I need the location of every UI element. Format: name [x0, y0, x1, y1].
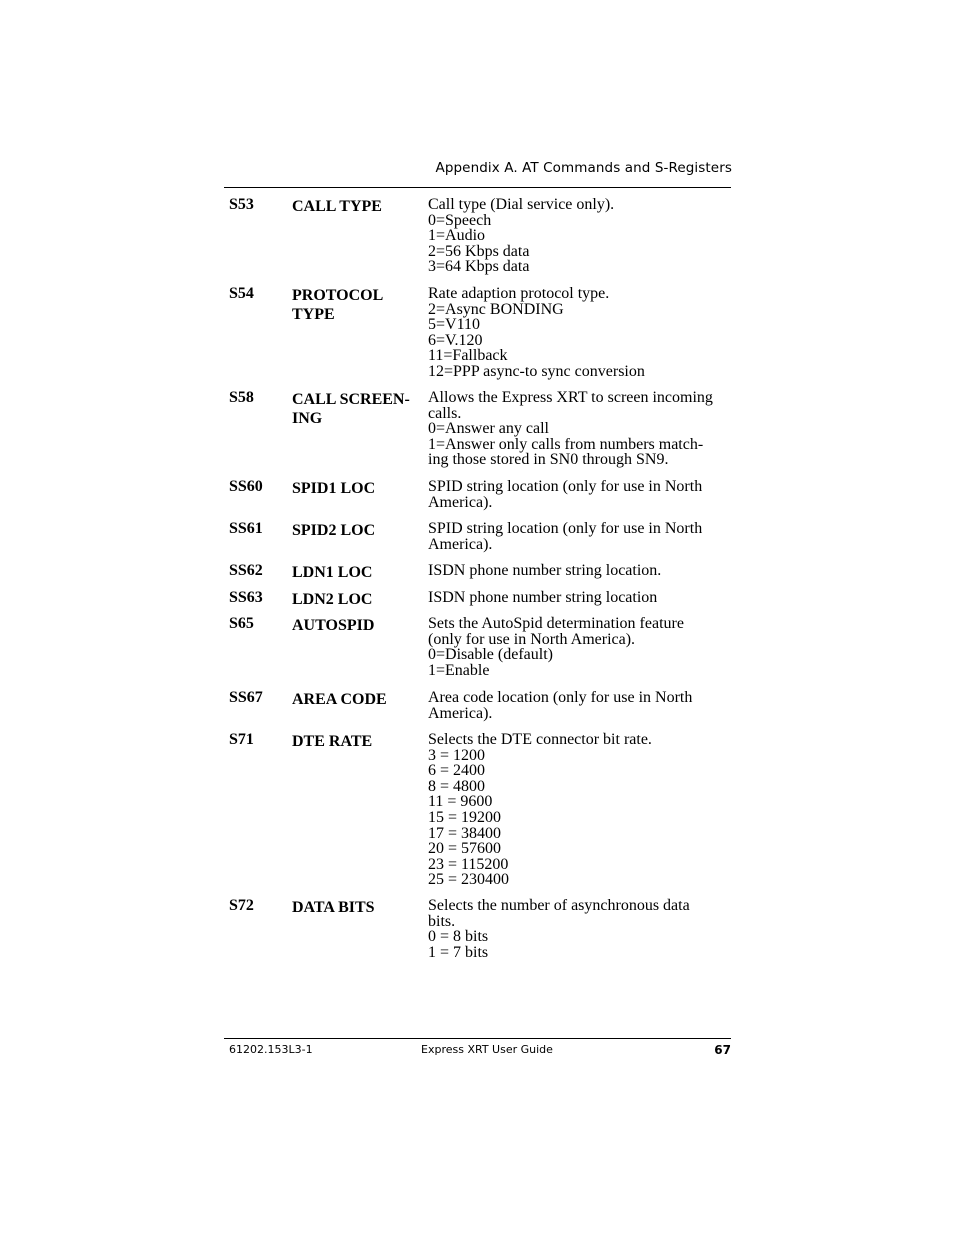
register-description: [428, 690, 733, 721]
register-name-line: LDN1 LOC: [292, 564, 373, 581]
description-line: SPID string location (only for use in North: [428, 520, 703, 537]
register-id: S54: [229, 285, 254, 302]
description-line: 0=Speech: [428, 211, 492, 229]
description-line: 1=Audio: [428, 227, 486, 245]
description-line: 12=PPP async-to sync conversion: [428, 362, 645, 380]
register-name: [292, 732, 417, 751]
register-description: [428, 521, 733, 552]
register-description: [428, 563, 733, 579]
register-name-line: SPID1 LOC: [292, 480, 376, 497]
register-description: [428, 479, 733, 510]
register-name: [292, 563, 417, 582]
register-name-line: SPID2 LOC: [292, 522, 376, 539]
register-id: SS62: [229, 562, 263, 579]
description-line: 5=V110: [428, 316, 480, 334]
footer-doc-number: 61202.153L3-1: [229, 1043, 313, 1056]
description-line: America).: [428, 535, 493, 553]
register-name: [292, 479, 417, 498]
description-line: 1 = 7 bits: [428, 943, 489, 961]
register-description: [428, 616, 733, 678]
description-line: ISDN phone number string location.: [428, 562, 662, 579]
description-line: 20 = 57600: [428, 840, 502, 858]
description-line: Rate adaption protocol type.: [428, 285, 610, 302]
description-line: Selects the number of asynchronous data: [428, 897, 690, 914]
description-line: 0=Disable (default): [428, 646, 553, 664]
description-line: 23 = 115200: [428, 855, 509, 873]
description-line: Selects the DTE connector bit rate.: [428, 731, 652, 748]
register-id: S71: [229, 731, 254, 748]
description-line: SPID string location (only for use in North: [428, 478, 703, 495]
register-description: [428, 898, 733, 960]
description-line: 25 = 230400: [428, 871, 510, 889]
description-line: bits.: [428, 912, 456, 930]
register-description: [428, 732, 733, 888]
description-line: America).: [428, 704, 493, 722]
footer-rule: [224, 1038, 731, 1039]
register-name-line: AUTOSPID: [292, 617, 375, 634]
description-line: 0=Answer any call: [428, 420, 549, 438]
register-description: [428, 286, 733, 380]
description-line: Allows the Express XRT to screen incoming: [428, 389, 713, 406]
description-line: 6 = 2400: [428, 762, 486, 780]
description-line: 1=Answer only calls from numbers match-: [428, 435, 704, 453]
register-id: S65: [229, 615, 254, 632]
description-line: 3=64 Kbps data: [428, 258, 530, 276]
register-id: S72: [229, 897, 254, 914]
register-name: [292, 390, 417, 428]
register-name: [292, 590, 417, 609]
register-id: SS67: [229, 689, 263, 706]
footer-guide-title: Express XRT User Guide: [421, 1043, 553, 1056]
register-name: [292, 898, 417, 917]
register-id: S53: [229, 196, 254, 213]
footer-page-number: 67: [714, 1043, 731, 1057]
description-line: 1=Enable: [428, 661, 490, 679]
register-name-line: PROTOCOL: [292, 287, 384, 304]
description-line: America).: [428, 493, 493, 511]
description-line: 6=V.120: [428, 331, 483, 349]
register-name-line: TYPE: [292, 306, 335, 323]
description-line: 11=Fallback: [428, 347, 508, 365]
description-line: 8 = 4800: [428, 777, 486, 795]
register-description: [428, 590, 733, 606]
register-name: [292, 197, 417, 216]
description-line: Call type (Dial service only).: [428, 196, 615, 213]
description-line: (only for use in North America).: [428, 630, 636, 648]
description-line: calls.: [428, 404, 462, 422]
register-name-line: LDN2 LOC: [292, 591, 373, 608]
description-line: 17 = 38400: [428, 824, 502, 842]
register-id: SS63: [229, 589, 263, 606]
register-name-line: CALL TYPE: [292, 198, 382, 215]
register-name-line: ING: [292, 410, 323, 427]
register-id: S58: [229, 389, 254, 406]
register-id: SS61: [229, 520, 263, 537]
page-header-title: Appendix A. AT Commands and S-Registers: [435, 160, 732, 176]
register-name: [292, 521, 417, 540]
description-line: ISDN phone number string location: [428, 589, 658, 606]
register-name-line: DTE RATE: [292, 733, 373, 750]
register-description: [428, 197, 733, 275]
description-line: 2=Async BONDING: [428, 300, 564, 318]
description-line: 0 = 8 bits: [428, 928, 489, 946]
description-line: Sets the AutoSpid determination feature: [428, 615, 684, 632]
register-name-line: AREA CODE: [292, 691, 387, 708]
register-id: SS60: [229, 478, 263, 495]
description-line: 3 = 1200: [428, 746, 486, 764]
description-line: 11 = 9600: [428, 793, 493, 811]
register-name: [292, 616, 417, 635]
register-name: [292, 286, 417, 324]
register-name-line: DATA BITS: [292, 899, 375, 916]
description-line: 15 = 19200: [428, 808, 502, 826]
description-line: 2=56 Kbps data: [428, 242, 530, 260]
register-name-line: CALL SCREEN-: [292, 391, 410, 408]
description-line: Area code location (only for use in North: [428, 689, 693, 706]
description-line: ing those stored in SN0 through SN9.: [428, 451, 669, 469]
register-description: [428, 390, 733, 468]
header-rule: [224, 187, 731, 188]
register-name: [292, 690, 417, 709]
